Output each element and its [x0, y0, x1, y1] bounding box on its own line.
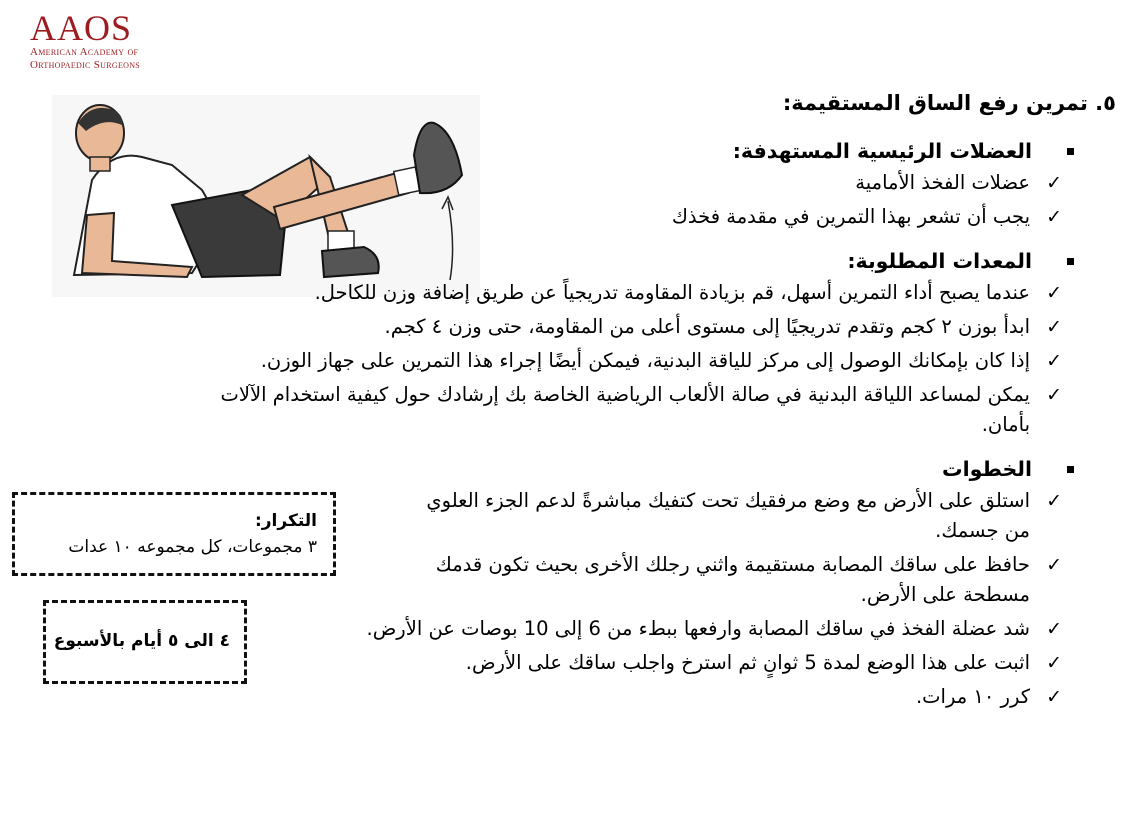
exercise-content [112, 88, 1116, 726]
frequency-box [43, 600, 247, 684]
list-item: ✓ حافظ على ساقك المصابة مستقيمة واثني رجلك الأخرى بحيث تكون قدمك مسطحة على الأرض. [410, 550, 1032, 610]
square-bullet-icon [1067, 466, 1074, 473]
list-item: ✓ عضلات الفخذ الأمامية [152, 168, 1032, 198]
repetitions-box [12, 492, 336, 576]
square-bullet-icon [1067, 258, 1074, 265]
logo-mark: AAOS [30, 8, 133, 48]
aaos-logo [30, 10, 180, 72]
list-item: ✓ شد عضلة الفخذ في ساقك المصابة وارفعها ببطء من 6 إلى 10 بوصات عن الأرض. [112, 614, 1032, 644]
list-item: ✓ إذا كان بإمكانك الوصول إلى مركز للياقة البدنية، فيمكن أيضًا إجراء هذا التمرين على جهاز الوزن. [212, 346, 1032, 376]
list-item: ✓ استلق على الأرض مع وضع مرفقيك تحت كتفيك مباشرةً لدعم الجزء العلوي من جسمك. [410, 486, 1032, 546]
repetitions-value: ٣ مجموعات، كل مجموعه ١٠ عدات [68, 537, 317, 557]
frequency-value: ٤ الى ٥ أيام بالأسبوع [53, 631, 230, 651]
logo-line-2: Orthopaedic Surgeons [30, 59, 141, 71]
list-item: ✓ ابدأ بوزن ٢ كجم وتقدم تدريجيًا إلى مستوى أعلى من المقاومة، حتى وزن ٤ كجم. [212, 312, 1032, 342]
list-item: ✓ يجب أن تشعر بهذا التمرين في مقدمة فخذك [152, 202, 1032, 232]
repetitions-label: التكرار: [254, 511, 317, 531]
list-item: ✓ كرر ١٠ مرات. [112, 682, 1032, 712]
list-item: ✓ عندما يصبح أداء التمرين أسهل، قم بزيادة المقاومة تدريجياً عن طريق إضافة وزن للكاحل. [212, 278, 1032, 308]
square-bullet-icon [1067, 148, 1074, 155]
muscles-heading: العضلات الرئيسية المستهدفة: [112, 136, 1032, 166]
list-item: ✓ يمكن لمساعد اللياقة البدنية في صالة الألعاب الرياضية الخاصة بك إرشادك حول كيفية استخدام الآلات بأمان. [212, 380, 1032, 440]
logo-line-1: American Academy of [30, 46, 139, 58]
equipment-heading: المعدات المطلوبة: [112, 246, 1032, 276]
equipment-section [112, 246, 1032, 440]
steps-heading: الخطوات [112, 454, 1032, 484]
muscles-section [112, 136, 1032, 232]
exercise-title: ٥. تمرين رفع الساق المستقيمة: [782, 91, 1116, 115]
list-item: ✓ اثبت على هذا الوضع لمدة 5 ثوانٍ ثم استرخ واجلب ساقك على الأرض. [112, 648, 1032, 678]
